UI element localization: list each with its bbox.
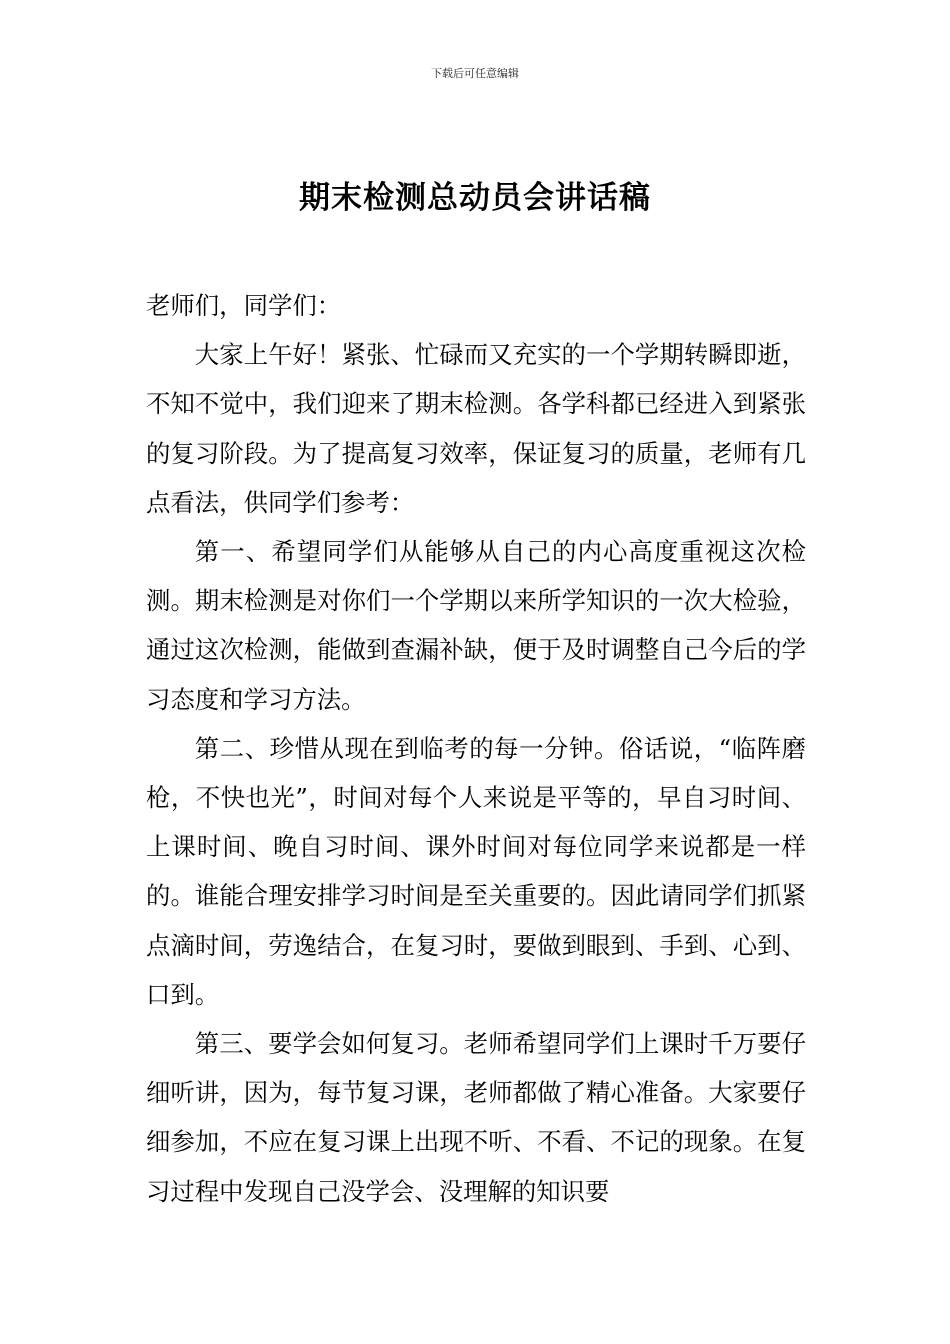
paragraph-intro: 大家上午好！紧张、忙碌而又充实的一个学期转瞬即逝，不知不觉中，我们迎来了期末检测。各学科都已经进入到紧张的复习阶段。为了提高复习效率，保证复习的质量，老师有几点看法，供同学们参考： (146, 340, 806, 517)
document-title: 期末检测总动员会讲话稿 (299, 180, 651, 216)
paragraph-point-3: 第三、要学会如何复习。老师希望同学们上课时千万要仔细听讲，因为，每节复习课，老师都做了精心准备。大家要仔细参加，不应在复习课上出现不听、不看、不记的现象。在复习过程中发现自己没学会、没理解的知识要 (146, 1029, 806, 1206)
document-body (146, 281, 806, 1216)
header-note: 下载后可任意编辑 (431, 67, 519, 80)
paragraph-point-2: 第二、珍惜从现在到临考的每一分钟。俗话说，“临阵磨枪，不快也光”，时间对每个人来说是平等的，早自习时间、上课时间、晚自习时间、课外时间对每位同学来说都是一样的。谁能合理安排学习时间是至关重要的。因此请同学们抓紧点滴时间，劳逸结合，在复习时，要做到眼到、手到、心到、口到。 (146, 733, 806, 1009)
paragraph-point-1: 第一、希望同学们从能够从自己的内心高度重视这次检测。期末检测是对你们一个学期以来所学知识的一次大检验，通过这次检测，能做到查漏补缺，便于及时调整自己今后的学习态度和学习方法。 (146, 537, 806, 714)
salutation: 老师们，同学们： (146, 291, 342, 320)
